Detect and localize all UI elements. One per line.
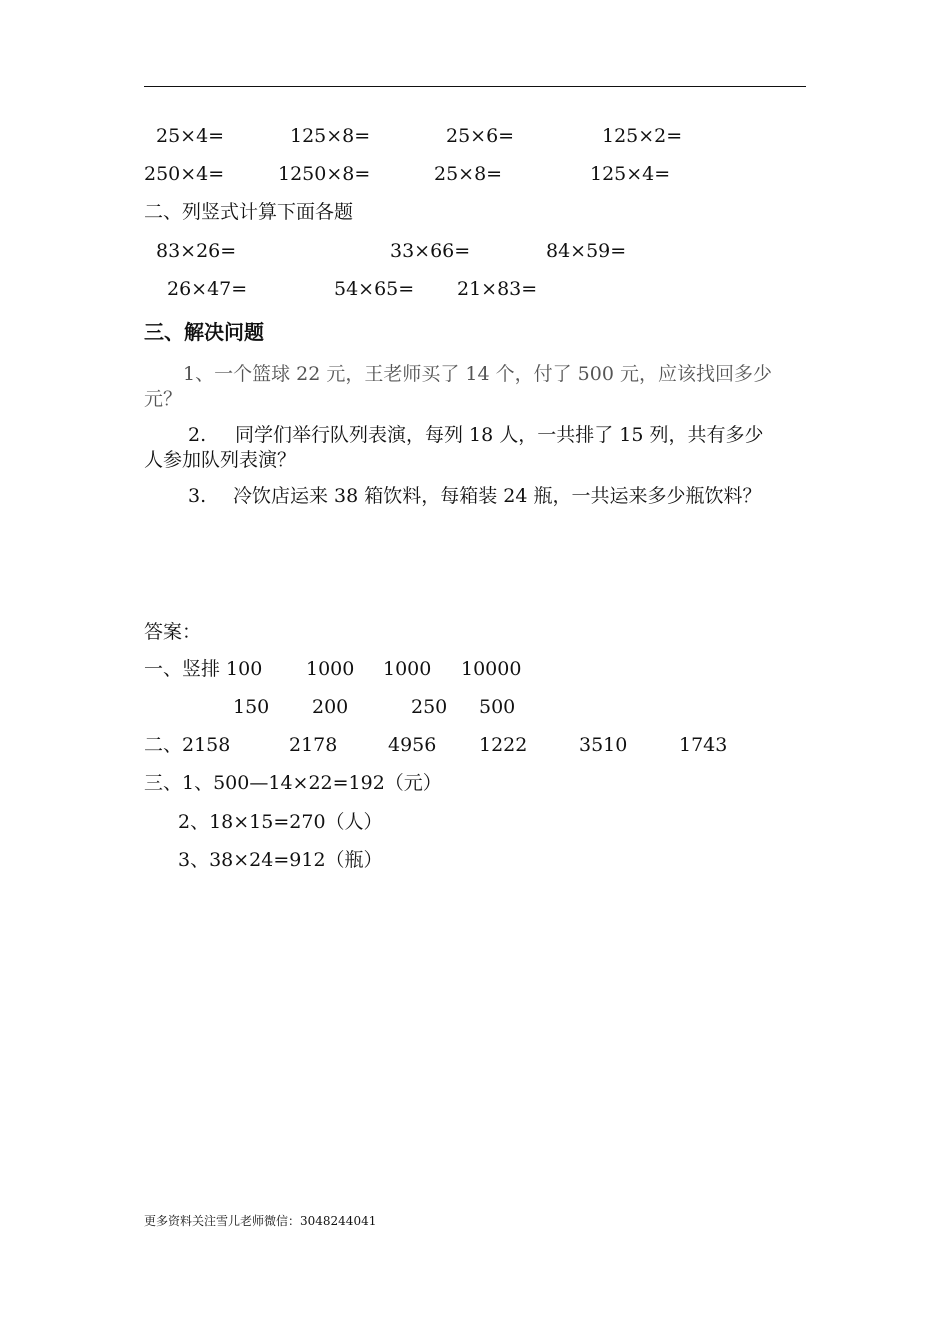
answer1-value: 1000 [383, 658, 432, 680]
problem-125x4: 125×4= [590, 163, 671, 185]
answer1-value: 1000 [306, 658, 355, 680]
problem-83x26: 83×26= [156, 240, 237, 262]
footer-note: 更多资料关注雪儿老师微信：3048244041 [144, 1214, 377, 1228]
answer1-value: 500 [479, 696, 516, 718]
problem-54x65: 54×65= [334, 278, 415, 300]
top-rule [144, 86, 806, 87]
answer2-value: 2178 [289, 734, 338, 756]
section3-heading: 三、解决问题 [144, 320, 264, 344]
problem-25x8: 25×8= [434, 163, 503, 185]
answer2-value: 4956 [388, 734, 437, 756]
section2-heading: 二、列竖式计算下面各题 [144, 201, 354, 223]
answer2-value: 3510 [579, 734, 628, 756]
answer3-item2: 2、18×15=270（人） [178, 811, 383, 833]
problem-33x66: 33×66= [390, 240, 471, 262]
answer1-value: 200 [312, 696, 349, 718]
question-1-line1: 1、一个篮球 22 元，王老师买了 14 个，付了 500 元，应该找回多少 [183, 363, 772, 385]
question-3-number: 3. [188, 485, 207, 507]
answers-title: 答案： [144, 621, 202, 643]
problem-84x59: 84×59= [546, 240, 627, 262]
answer1-value: 10000 [461, 658, 522, 680]
answer3-item1: 三、1、500—14×22=192（元） [144, 772, 442, 794]
question-3-line1: 冷饮店运来 38 箱饮料，每箱装 24 瓶，一共运来多少瓶饮料？ [233, 485, 762, 507]
problem-250x4: 250×4= [144, 163, 225, 185]
question-2-number: 2. [188, 424, 207, 446]
problem-26x47: 26×47= [167, 278, 248, 300]
answer2-value: 1222 [479, 734, 528, 756]
answer2-label: 二、2158 [144, 734, 231, 756]
question-2-line2: 人参加队列表演？ [144, 449, 297, 471]
answer1-value: 150 [233, 696, 270, 718]
answer3-item3: 3、38×24=912（瓶） [178, 849, 383, 871]
problem-25x4: 25×4= [156, 125, 225, 147]
answer1-value: 250 [411, 696, 448, 718]
answer1-label: 一、竖排 100 [144, 658, 263, 680]
problem-125x8: 125×8= [290, 125, 371, 147]
answer2-value: 1743 [679, 734, 728, 756]
question-2-line1: 同学们举行队列表演，每列 18 人，一共排了 15 列，共有多少 [235, 424, 764, 446]
problem-1250x8: 1250×8= [278, 163, 371, 185]
question-1-line2: 元？ [144, 388, 183, 410]
problem-25x6: 25×6= [446, 125, 515, 147]
problem-21x83: 21×83= [457, 278, 538, 300]
problem-125x2: 125×2= [602, 125, 683, 147]
